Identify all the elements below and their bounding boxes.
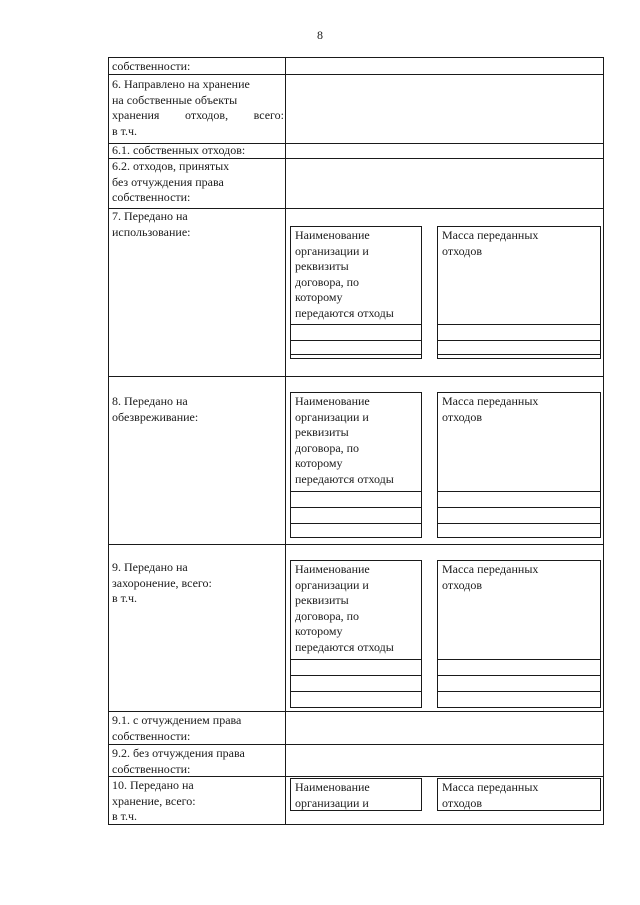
header-line: реквизиты — [295, 425, 349, 439]
table-rule — [291, 523, 421, 524]
table-rule — [438, 523, 600, 524]
row-continuation-label — [112, 59, 284, 75]
row-6-label — [112, 77, 284, 139]
mass-column-header — [442, 780, 598, 811]
row-6-2-label — [112, 159, 284, 206]
header-line: которому — [295, 456, 343, 470]
page-number: 8 — [317, 28, 323, 42]
row-label-line: 7. Передано на — [112, 209, 188, 223]
table-rule — [291, 324, 421, 325]
row-label-line: 6.2. отходов, принятых — [112, 159, 230, 173]
row-label-line: собственности: — [112, 761, 191, 776]
row-8-label — [112, 394, 284, 425]
row-label-line: на собственные объекты — [112, 92, 238, 107]
header-line: договора, по — [295, 274, 360, 289]
mass-column-header — [442, 562, 598, 593]
table-rule — [438, 659, 600, 660]
row-label-line: в т.ч. — [112, 591, 138, 605]
header-line: отходов — [442, 577, 483, 592]
row-divider — [109, 376, 603, 377]
organization-column-header — [295, 562, 419, 655]
table-rule — [291, 340, 421, 341]
row-label-line: собственности: — [112, 59, 191, 73]
row-10-organization-table — [290, 778, 422, 811]
row-label-line: без отчуждения права — [112, 174, 224, 189]
header-line: Наименование — [295, 562, 370, 576]
table-rule — [291, 659, 421, 660]
row-label-line: 6. Направлено на хранение — [112, 77, 250, 91]
organization-column-header — [295, 780, 419, 811]
table-rule — [291, 507, 421, 508]
mass-column-header — [442, 228, 598, 259]
row-label-line: собственности: — [112, 728, 191, 743]
table-rule — [438, 507, 600, 508]
row-label-line: 9.1. с отчуждением права — [112, 713, 242, 727]
header-line: которому — [295, 290, 343, 304]
mass-column-header — [442, 394, 598, 425]
header-line: организации и — [295, 243, 369, 258]
row-label-line: 10. Передано на — [112, 778, 194, 792]
row-label-line: хранения отходов, всего: — [112, 108, 284, 122]
header-line: отходов — [442, 243, 483, 258]
header-line: Масса переданных — [442, 394, 539, 408]
header-line: реквизиты — [295, 593, 349, 607]
header-line: передаются отходы — [295, 639, 394, 654]
table-rule — [438, 675, 600, 676]
row-9-mass-table — [437, 560, 601, 708]
header-line: Наименование — [295, 394, 370, 408]
row-8-mass-table — [437, 392, 601, 538]
table-rule — [438, 354, 600, 355]
header-line: Масса переданных — [442, 228, 539, 242]
table-rule — [438, 691, 600, 692]
header-line: Наименование — [295, 780, 370, 794]
header-line: договора, по — [295, 608, 360, 623]
row-label-line: 9. Передано на — [112, 560, 188, 574]
header-line: Масса переданных — [442, 780, 539, 794]
header-line: которому — [295, 624, 343, 638]
row-9-organization-table — [290, 560, 422, 708]
row-9-1-label — [112, 713, 284, 744]
row-label-line: 8. Передано на — [112, 394, 188, 408]
row-divider — [109, 744, 603, 745]
table-rule — [438, 491, 600, 492]
row-label-line: хранение, всего: — [112, 793, 196, 808]
row-divider — [109, 711, 603, 712]
row-8-organization-table — [290, 392, 422, 538]
header-line: организации и — [295, 577, 369, 592]
header-line: организации и — [295, 409, 369, 424]
table-rule — [438, 340, 600, 341]
table-rule — [291, 354, 421, 355]
row-9-label — [112, 560, 284, 607]
row-6-1-label — [112, 143, 284, 159]
header-line: Масса переданных — [442, 562, 539, 576]
row-label-line: 6.1. собственных отходов: — [112, 143, 246, 157]
row-7-organization-table — [290, 226, 422, 359]
column-divider — [285, 58, 286, 824]
row-label-line: 9.2. без отчуждения права — [112, 746, 245, 760]
header-line: передаются отходы — [295, 305, 394, 320]
row-label-line: собственности: — [112, 190, 191, 204]
row-divider — [109, 544, 603, 545]
waste-report-form-table — [108, 57, 604, 825]
row-label-line: в т.ч. — [112, 123, 138, 138]
row-7-mass-table — [437, 226, 601, 359]
table-rule — [438, 324, 600, 325]
header-line: договора, по — [295, 440, 360, 455]
organization-column-header — [295, 394, 419, 487]
header-line: отходов — [442, 409, 483, 424]
row-9-2-label — [112, 746, 284, 777]
table-rule — [291, 675, 421, 676]
header-line: передаются отходы — [295, 471, 394, 486]
table-rule — [291, 491, 421, 492]
table-rule — [291, 691, 421, 692]
header-line: реквизиты — [295, 259, 349, 273]
organization-column-header — [295, 228, 419, 321]
header-line: организации и — [295, 795, 369, 810]
row-label-line: в т.ч. — [112, 809, 138, 823]
row-10-mass-table — [437, 778, 601, 811]
header-line: отходов — [442, 795, 483, 810]
row-label-line: использование: — [112, 224, 191, 239]
row-10-label — [112, 778, 284, 825]
row-label-line: обезвреживание: — [112, 409, 199, 424]
header-line: Наименование — [295, 228, 370, 242]
row-7-label — [112, 209, 284, 240]
row-label-line: захоронение, всего: — [112, 575, 212, 590]
